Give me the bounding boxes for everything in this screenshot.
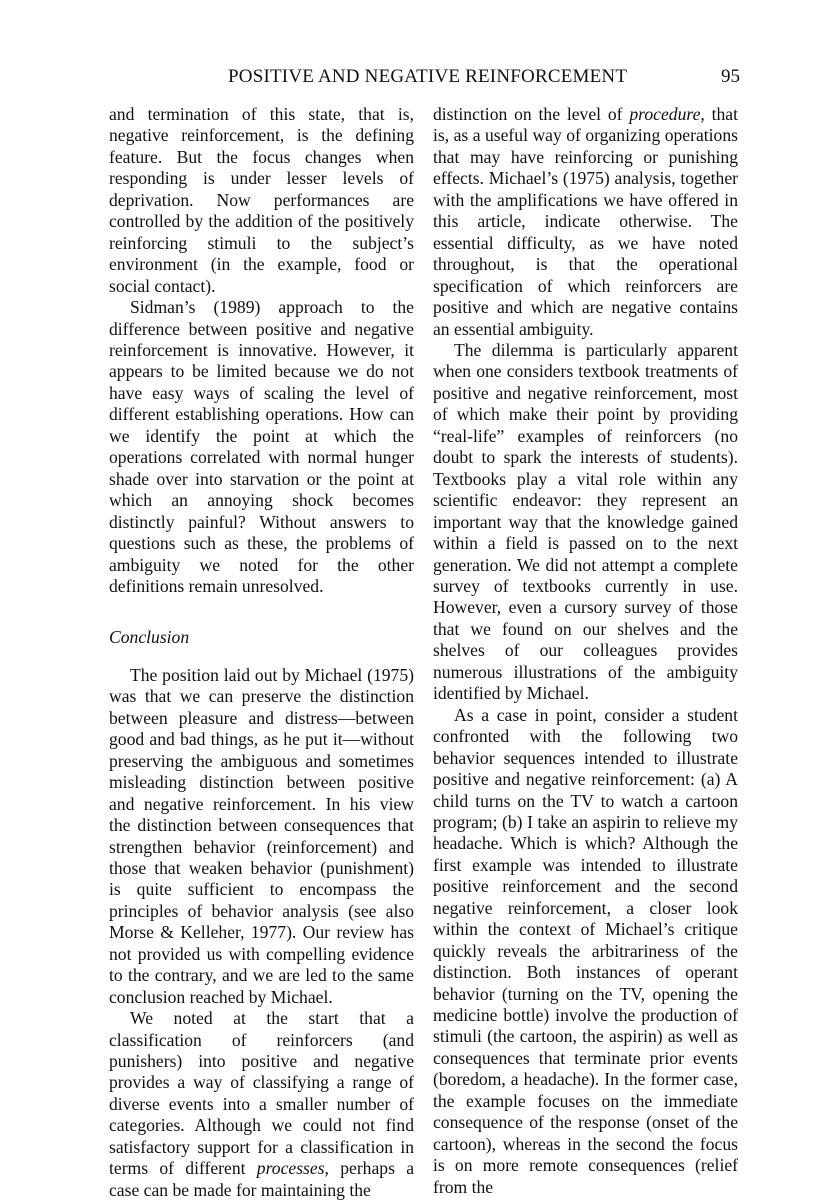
paragraph: Sidman’s (1989) approach to the difference between positive and negative reinforcement is innovative. However, it appears to be limited because we do not have easy ways of scaling the level of different establishing operations. How can we identify the point at which the operations correlated with normal hunger shade over into starvation or the point at which an annoying shock becomes distinctly painful? Without answers to questions such as these, the problems of ambiguity we noted for the other definitions remain unresolved. [109, 297, 414, 596]
text-run: that is, as a useful way of organizing operations that may have reinforcing or punishing effects. Michael’s (1975) analysis, together with the amplifications we have offered in this article, indicate otherwise. The essential difficulty, as we have noted throughout, is that the operational specification of which reinforcers are positive and which are negative contains an essential ambiguity. [433, 104, 738, 339]
paragraph [109, 1008, 414, 1201]
italic-term: procedure, [629, 104, 705, 124]
paragraph: The dilemma is particularly apparent when one considers textbook treatments of positive and negative reinforcement, most of which make their point by providing “real-life” examples of reinforcers (no doubt to spark the interests of students). Textbooks play a vital role within any scientific endeavor: they represent an important way that the knowledge gained within a field is passed on to the next generation. We did not attempt a complete survey of textbooks currently in use. However, even a cursory survey of those that we found on our shelves and the shelves of our colleagues provides numerous illustrations of the ambiguity identified by Michael. [433, 339, 738, 704]
page-number: 95 [721, 66, 740, 87]
paragraph: The position laid out by Michael (1975) was that we can preserve the distinction between pleasure and distress—between good and bad things, as he put it—without preserving the ambiguous and sometimes misleading distinction between positive and negative reinforcement. In his view the distinction between consequences that strengthen behavior (reinforcement) and those that weaken behavior (punishment) is quite sufficient to encompass the principles of behavior analysis (see also Morse & Kelleher, 1977). Our review has not provided us with compelling evidence to the contrary, and we are led to the same conclusion reached by Michael. [109, 664, 414, 1007]
paragraph: and termination of this state, that is, negative reinforcement, is the defining feature. But the focus changes when responding is under lesser levels of deprivation. Now performances are controlled by the addition of the positively reinforcing stimuli to the subject’s environment (in the example, food or social contact). [109, 104, 414, 296]
italic-term: processes, [256, 1158, 329, 1179]
text-run: We noted at the start that a classification of reinforcers (and punishers) into positive and negative provides a way of classifying a range of diverse events into a smaller number of categories. Although we could not find satisfactory support for a classification in terms of different [109, 1008, 414, 1179]
section-heading: Conclusion [109, 627, 190, 648]
paragraph: As a case in point, consider a student confronted with the following two behavior sequences intended to illustrate positive and negative reinforcement: (a) A child turns on the TV to watch a cartoon program; (b) I take an aspirin to relieve my headache. Which is which? Although the first example was intended to illustrate positive reinforcement and the second negative reinforcement, a closer look within the context of Michael’s critique quickly reveals the arbitrariness of the distinction. Both instances of operant behavior (turning on the TV, opening the medicine bottle) involve the production of stimuli (the cartoon, the aspirin) as well as consequences that terminate prior events (boredom, a headache). In the former case, the example focuses on the immediate consequence of the response (onset of the cartoon), whereas in the second the focus is on more remote consequences (relief from the [433, 704, 738, 1197]
paragraph [433, 104, 738, 340]
text-run: distinction on the level of [433, 104, 630, 124]
running-head: POSITIVE AND NEGATIVE REINFORCEMENT [228, 66, 628, 87]
text-run: perhaps a case can be made for maintaining the [109, 1158, 415, 1200]
left-column [109, 104, 414, 1201]
right-column [433, 104, 738, 1198]
